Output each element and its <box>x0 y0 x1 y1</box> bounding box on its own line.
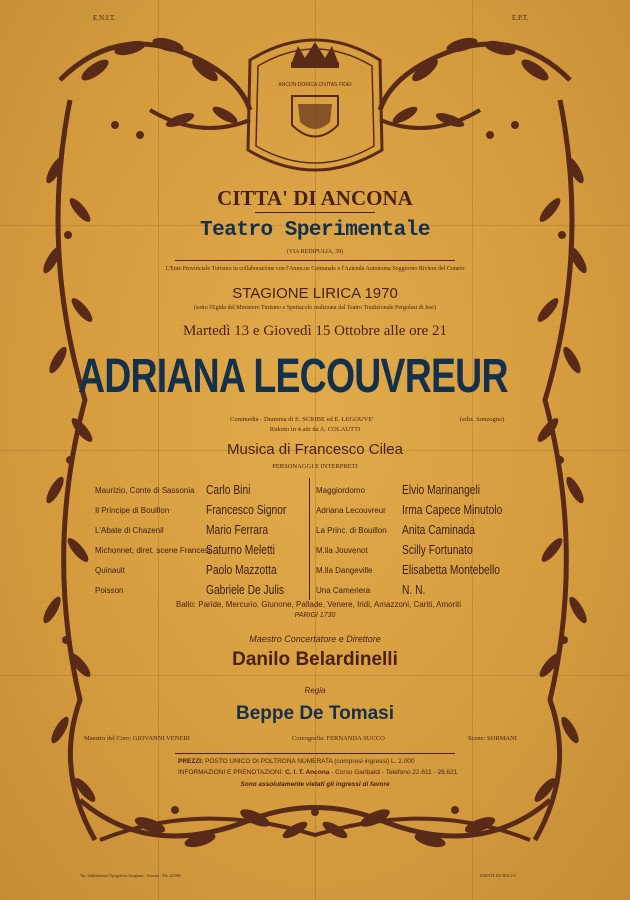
edition-note: (ediz. Sonzogno) <box>460 416 505 423</box>
cast-name: Saturno Meletti <box>206 543 275 557</box>
cast-role: La Princ. di Bouillon <box>316 526 387 535</box>
cast-name: Mario Ferrara <box>206 523 269 537</box>
cast-role: L'Abate di Chazenil <box>95 526 164 535</box>
stamp-exempt-note: ESENTE DA BOLLO <box>480 873 516 878</box>
libretto-line-2: Ridotto in 4 atti da A. COLAUTTI <box>269 426 361 433</box>
cast-role: Michonnet, diret. scene Francesi <box>95 546 211 555</box>
director-name: Beppe De Tomasi <box>235 703 395 724</box>
cast-role: Adriana Lecouvreur <box>316 506 386 515</box>
rule-2 <box>175 753 455 754</box>
info-address: - Corso Garibaldi - Telefono 22.611 - 26.621 <box>331 769 458 776</box>
patronage-line: (sotto l'Egida del Ministero Turismo e Spettacolo realizzata dal Teatro Tradizionale Pergolesi di Jesi) <box>194 305 436 311</box>
prices-line <box>178 758 414 765</box>
cast-role: Il Principe di Bouillon <box>95 506 170 515</box>
chorus-master: Maestro del Coro: GIOVANNI VENERI <box>84 735 190 742</box>
cast-role: Quinault <box>95 566 125 575</box>
cast-role: M.lla Dangeville <box>316 566 373 575</box>
theatre-name: Teatro Sperimentale <box>200 219 430 242</box>
season-title: STAGIONE LIRICA 1970 <box>232 285 398 302</box>
info-org: C. I. T. Ancona <box>285 769 330 776</box>
crest-motto: ANCON DORICA CIVITAS FIDEI <box>278 82 352 88</box>
composer-line: Musica di Francesco Cilea <box>227 441 403 458</box>
organizer-line: L'Ente Provinciale Turismo in collaborazione con l'Amm.ne Comunale e l'Azienda Autonoma Soggiorno Riviera del Conero <box>165 266 465 272</box>
cast-name: N. N. <box>402 583 426 597</box>
cast-name: Paolo Mazzotta <box>206 563 277 577</box>
cast-name: Gabriele De Julis <box>206 583 285 597</box>
theatre-address: (VIA REDIPULIA, 39) <box>286 249 344 255</box>
cast-name: Francesco Signor <box>206 503 287 517</box>
libretto-line-1: Commedia - Dramma di E. SCRIBE ed E. LEGOUVE' <box>230 416 374 423</box>
cast-name: Elvio Marinangeli <box>402 483 481 497</box>
conductor-label: Maestro Concertatore e Direttore <box>249 634 381 644</box>
prices-text: POSTO UNICO DI POLTRONA NUMERATA (compresi ingressi) L. 2.000 <box>205 758 415 765</box>
director-label: Regia <box>304 686 326 695</box>
place-year: PARIGI 1730 <box>294 612 336 619</box>
printer-credit: Tip. Stabilimento Tipografico Artigiano - Ancona - Tel. 24.988 <box>80 873 181 878</box>
cast-divider <box>309 478 310 600</box>
performance-dates: Martedì 13 e Giovedì 15 Ottobre alle ore 21 <box>182 323 448 339</box>
conductor-name: Danilo Belardinelli <box>232 649 398 670</box>
cast-role: M.lla Jouvenot <box>316 546 368 555</box>
ballet-line: Ballo: Paride, Mercurio, Giunone, Pallade, Venere, Iridi, Amazzoni, Cariti, Amoriti <box>176 600 462 609</box>
cast-role: Maurizio, Conte di Sassonia <box>95 486 195 495</box>
info-line <box>178 769 457 776</box>
cast-role: Maggiordomo <box>316 486 365 495</box>
cast-name: Irma Capece Minutolo <box>402 503 503 517</box>
prices-label: PREZZI: <box>178 758 204 765</box>
corner-right-mark: E.P.T. <box>512 14 529 22</box>
no-free-entry-notice: Sono assolutamente vietati gli ingressi di favore <box>240 781 390 788</box>
city-title: CITTA' DI ANCONA <box>217 186 413 210</box>
rule-1 <box>175 260 455 261</box>
info-label: INFORMAZIONI E PRENOTAZIONI: <box>178 769 284 776</box>
cast-heading: PERSONAGGI E INTERPRETI <box>272 463 358 470</box>
corner-left-mark: E.N.I.T. <box>93 14 116 22</box>
choreography-credit: Coreografia: FERNANDA SUCCO <box>292 735 385 742</box>
scenery-credit: Scene: SORMANI <box>468 735 517 742</box>
cast-name: Elisabetta Montebello <box>402 563 501 577</box>
cast-name: Anita Caminada <box>402 523 475 537</box>
cast-role: Poisson <box>95 586 124 595</box>
cast-role: Una Cameriera <box>316 586 371 595</box>
opera-title: ADRIANA LECOUVREUR <box>78 350 508 403</box>
cast-name: Carlo Bini <box>206 483 251 497</box>
city-rule <box>255 212 375 213</box>
cast-name: Scilly Fortunato <box>402 543 473 557</box>
